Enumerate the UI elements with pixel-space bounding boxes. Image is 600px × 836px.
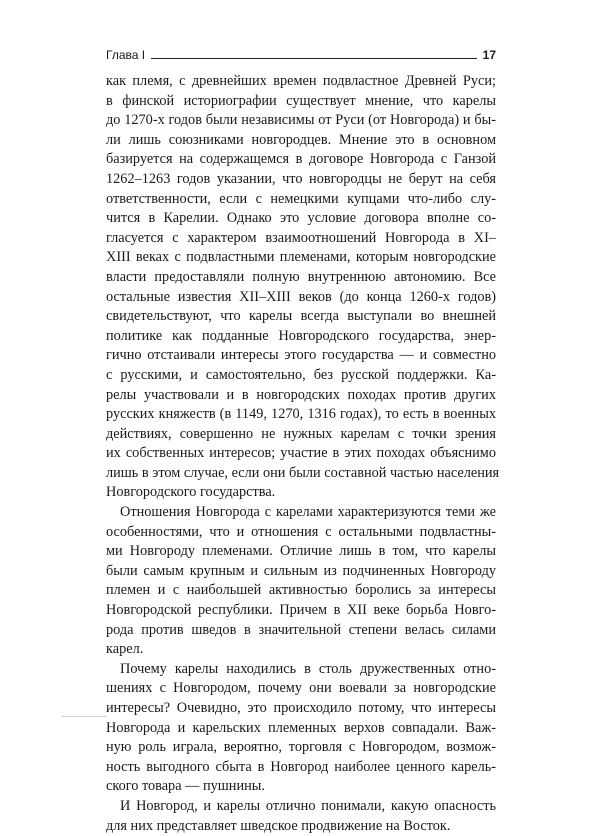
text-line: гично отстаивали интересы этого государства — и совместно bbox=[106, 347, 496, 364]
header-rule bbox=[151, 58, 477, 59]
text-line: особенностями, что и отношения с остальными подвластны- bbox=[106, 523, 496, 540]
text-line: ского товара — пушнины. bbox=[106, 778, 265, 795]
text-line: племен и с наибольшей активностью боролись за интересы bbox=[106, 582, 496, 599]
text-line: их собственных интересов; участие в этих походах объяснимо bbox=[106, 445, 496, 462]
text-line: ную роль играла, вероятно, торговля с Новгородом, возмож- bbox=[106, 739, 496, 756]
chapter-title: Глава I bbox=[106, 48, 146, 62]
text-line: релы участвовали и в новгородских походах против других bbox=[106, 386, 496, 403]
text-line: в финской историографии существует мнение, что карелы bbox=[106, 92, 496, 109]
text-line: политике как подданные Новгородского государства, энер- bbox=[106, 327, 496, 344]
text-line: Отношения Новгорода с карелами характеризуются теми же bbox=[120, 504, 496, 521]
text-line: Почему карелы находились в столь дружественных отно- bbox=[120, 660, 496, 677]
paragraph bbox=[106, 797, 496, 836]
text-line: до 1270-х годов были независимы от Руси (от Новгорода) и бы- bbox=[106, 112, 496, 129]
text-line: интересы? Очевидно, это происходило потому, что интересы bbox=[106, 700, 496, 716]
text-line: И Новгород, и карелы отлично понимали, какую опасность bbox=[120, 797, 496, 814]
text-line: русских княжеств (в 1149, 1270, 1316 годах), то есть в военных bbox=[106, 406, 496, 423]
text-line: ми Новгороду племенами. Отличие лишь в том, что карелы bbox=[106, 543, 496, 560]
running-header bbox=[106, 46, 496, 62]
text-line: действиях, совершенно не нужных карелам с точки зрения bbox=[106, 425, 496, 442]
text-line: базируется на содержащемся в договоре Новгорода с Ганзой bbox=[106, 151, 496, 168]
paragraph bbox=[106, 72, 500, 503]
text-line: 1262–1263 годов указании, что новгородцы не берут на себя bbox=[106, 170, 496, 187]
text-line: Новгородской республики. Причем в XII веке борьба Новго- bbox=[106, 602, 496, 619]
footer-mark bbox=[62, 716, 106, 717]
text-line: власти предоставляли полную внутреннюю автономию. Все bbox=[106, 268, 496, 285]
paragraph bbox=[106, 660, 496, 797]
text-line: рода против шведов в значительной степени велась силами bbox=[106, 621, 496, 638]
text-line: ответственности, если с немецкими купцами что-либо слу- bbox=[106, 190, 496, 207]
page-number: 17 bbox=[482, 48, 496, 62]
text-line: шениях с Новгородом, почему они воевали за новгородские bbox=[106, 680, 496, 697]
text-line: Новгорода и карельских племенных верхов совпадали. Важ- bbox=[106, 719, 496, 736]
text-line: ность выгодного сбыта в Новгород наиболее ценного карель- bbox=[106, 758, 496, 775]
text-line: ли лишь союзниками новгородцев. Мнение это в основном bbox=[106, 131, 496, 148]
text-line: были самым крупным и сильным из подчиненных Новгороду bbox=[106, 562, 496, 579]
body-text bbox=[106, 72, 500, 836]
text-line: XIII веках с подвластными племенами, которым новгородские bbox=[106, 249, 496, 266]
text-line: Новгородского государства. bbox=[106, 484, 276, 501]
text-line: лишь в этом случае, если они были составной частью населения bbox=[106, 464, 500, 481]
text-line: чится в Карелии. Однако это условие договора вполне со- bbox=[106, 210, 496, 227]
text-line: гласуется с характером взаимоотношений Новгорода в XI– bbox=[106, 229, 496, 246]
text-line: свидетельствуют, что карелы всегда выступали во внешней bbox=[106, 308, 496, 325]
text-line: остальные известия XII–XIII веков (до конца 1260-х годов) bbox=[106, 288, 496, 305]
text-line: для них представляет шведское продвижение на Восток. bbox=[106, 817, 451, 834]
text-line: карел. bbox=[106, 641, 144, 658]
text-line: с русскими, и самостоятельно, без русской поддержки. Ка- bbox=[106, 366, 496, 383]
text-line: как племя, с древнейших времен подвластное Древней Руси; bbox=[106, 73, 496, 89]
paragraph bbox=[106, 503, 496, 660]
